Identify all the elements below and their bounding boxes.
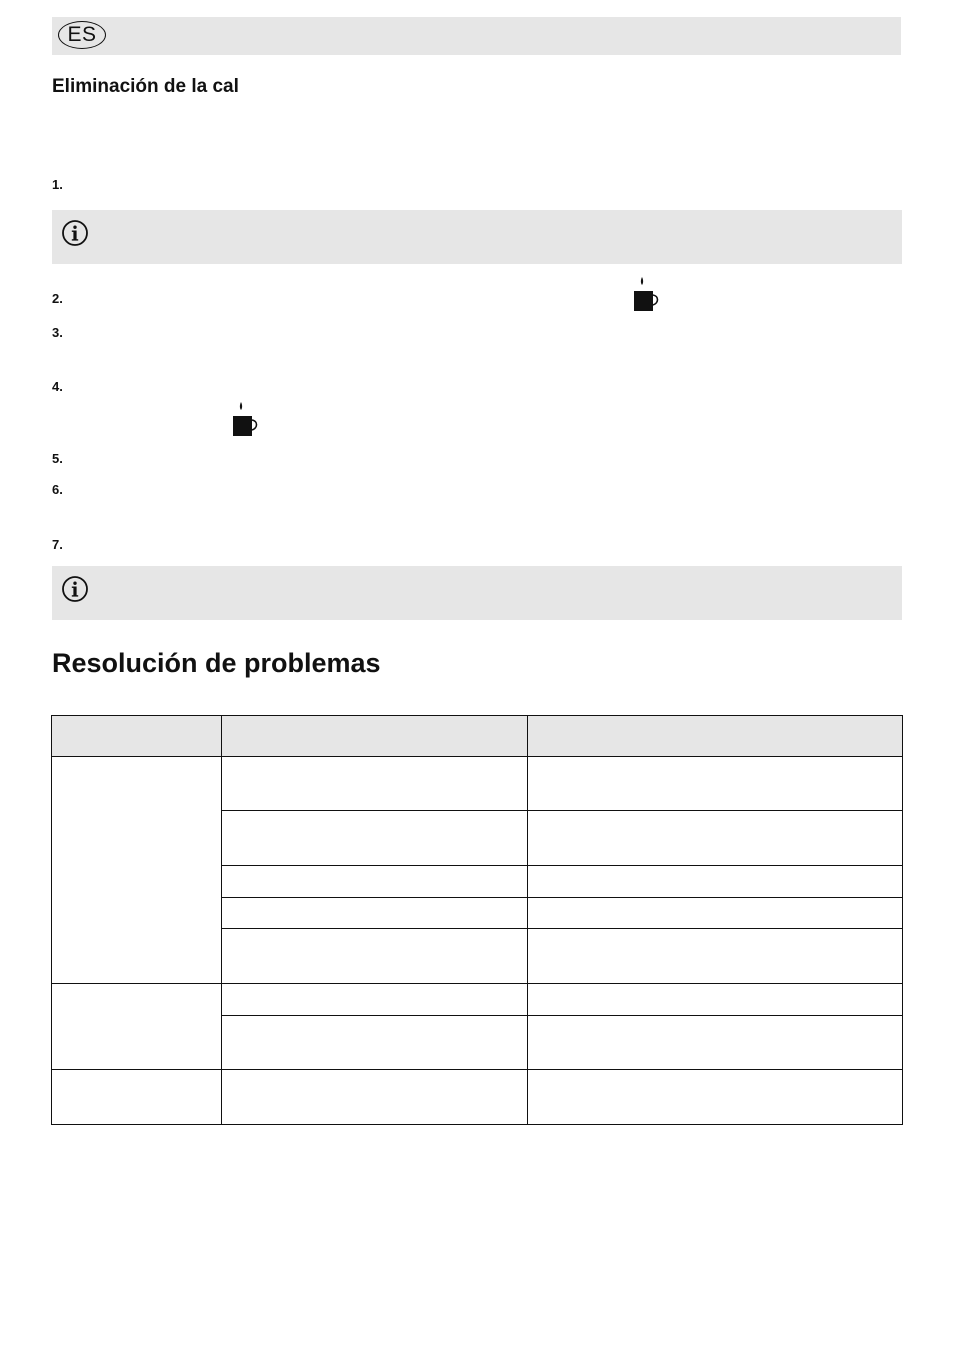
descaling-heading: Eliminación de la cal — [52, 76, 239, 97]
table-cell-cause — [222, 898, 528, 929]
troubleshooting-table — [51, 715, 903, 1125]
step-number-6: 6. — [52, 482, 63, 497]
coffee-cup-icon — [633, 276, 661, 317]
table-cell-solution — [528, 757, 903, 811]
table-row — [52, 1070, 903, 1125]
header-cell-cause — [222, 716, 528, 757]
table-row — [52, 984, 903, 1016]
table-cell-cause — [222, 1070, 528, 1125]
table-cell-cause — [222, 929, 528, 984]
table-cell-solution — [528, 984, 903, 1016]
step-number-2: 2. — [52, 291, 63, 306]
table-cell-solution — [528, 1070, 903, 1125]
table-cell-solution — [528, 929, 903, 984]
troubleshooting-title: Resolución de problemas — [52, 648, 381, 678]
table-cell-problem — [52, 757, 222, 984]
table-cell-problem — [52, 984, 222, 1070]
table-cell-cause — [222, 757, 528, 811]
header-cell-problem — [52, 716, 222, 757]
table-cell-cause — [222, 811, 528, 866]
step-number-7: 7. — [52, 537, 63, 552]
info-icon — [61, 219, 89, 252]
step-number-4: 4. — [52, 379, 63, 394]
table-header-row — [52, 716, 903, 757]
info-icon — [61, 575, 89, 608]
language-header-bar — [52, 17, 901, 55]
step-number-1: 1. — [52, 177, 63, 192]
header-cell-solution — [528, 716, 903, 757]
table-cell-solution — [528, 811, 903, 866]
table-cell-cause — [222, 866, 528, 898]
table-cell-problem — [52, 1070, 222, 1125]
table-cell-cause — [222, 1016, 528, 1070]
info-note-box — [52, 210, 902, 264]
table-cell-solution — [528, 1016, 903, 1070]
step-number-3: 3. — [52, 325, 63, 340]
step-number-5: 5. — [52, 451, 63, 466]
table-row — [52, 757, 903, 811]
coffee-cup-icon — [232, 401, 260, 442]
language-badge: ES — [58, 21, 106, 49]
table-cell-solution — [528, 898, 903, 929]
table-cell-cause — [222, 984, 528, 1016]
table-cell-solution — [528, 866, 903, 898]
info-note-box — [52, 566, 902, 620]
